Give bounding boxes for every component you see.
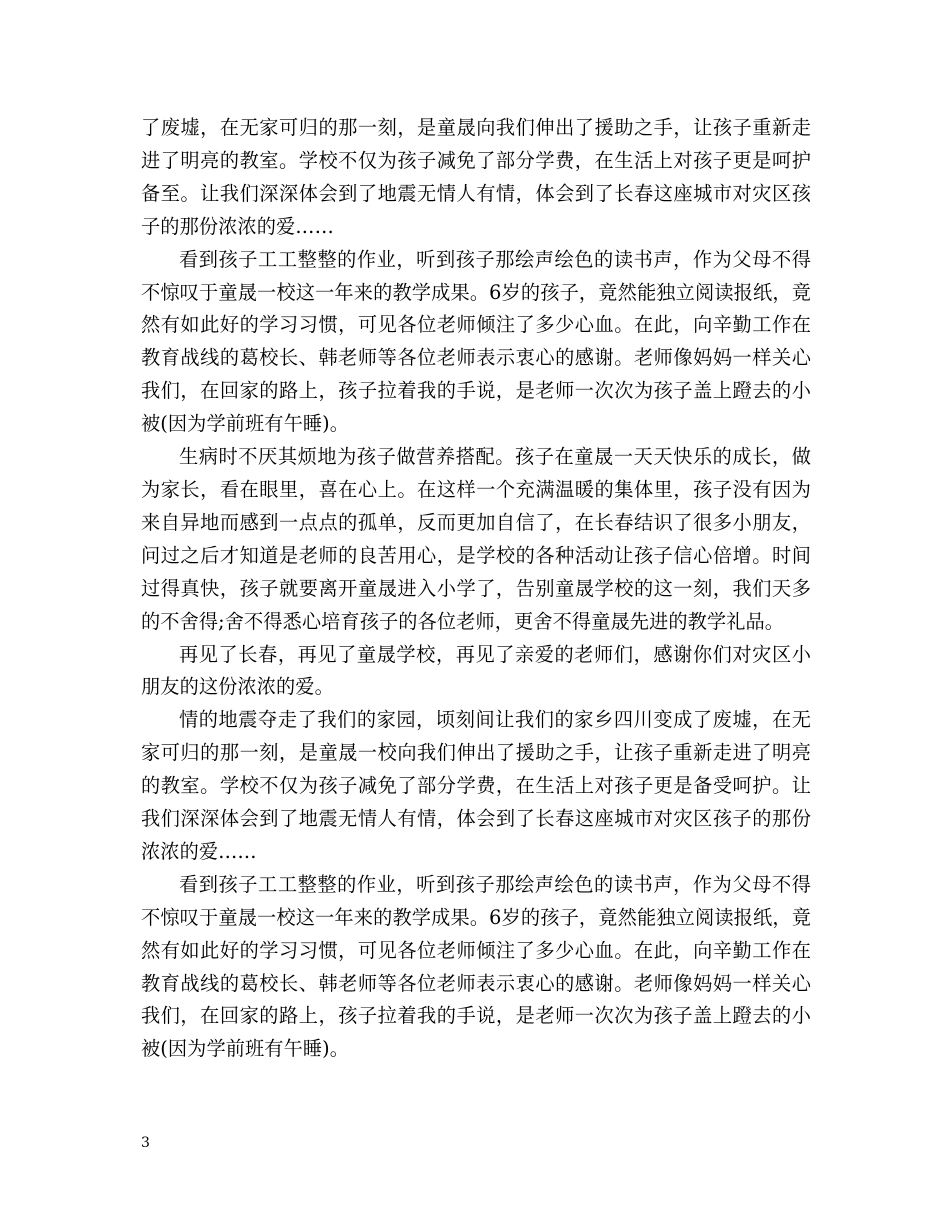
paragraph: 看到孩子工工整整的作业，听到孩子那绘声绘色的读书声，作为父母不得不惊叹于童晟一校这一年来的教学成果。6岁的孩子，竟然能独立阅读报纸，竟然有如此好的学习习惯，可见各位老师倾注了多少心血。在此，向辛勤工作在教育战线的葛校长、韩老师等各位老师表示衷心的感谢。老师像妈妈一样关心我们，在回家的路上，孩子拉着我的手说，是老师一次次为孩子盖上蹬去的小被(因为学前班有午睡)。 <box>141 247 811 436</box>
paragraph: 生病时不厌其烦地为孩子做营养搭配。孩子在童晟一天天快乐的成长，做为家长，看在眼里，喜在心上。在这样一个充满温暖的集体里，孩子没有因为来自异地而感到一点点的孤单，反而更加自信了，在长春结识了很多小朋友，问过之后才知道是老师的良苦用心，是学校的各种活动让孩子信心倍增。时间过得真快，孩子就要离开童晟进入小学了，告别童晟学校的这一刻，我们天多的不舍得;舍不得悉心培育孩子的各位老师，更舍不得童晟先进的教学礼品。 <box>141 445 811 633</box>
document-body <box>141 112 811 1066</box>
paragraph: 看到孩子工工整整的作业，听到孩子那绘声绘色的读书声，作为父母不得不惊叹于童晟一校这一年来的教学成果。6岁的孩子，竟然能独立阅读报纸，竟然有如此好的学习习惯，可见各位老师倾注了多少心血。在此，向辛勤工作在教育战线的葛校长、韩老师等各位老师表示衷心的感谢。老师像妈妈一样关心我们，在回家的路上，孩子拉着我的手说，是老师一次次为孩子盖上蹬去的小被(因为学前班有午睡)。 <box>141 872 811 1061</box>
paragraph-continuation: 了废墟，在无家可归的那一刻，是童晟向我们伸出了援助之手，让孩子重新走进了明亮的教室。学校不仅为孩子减免了部分学费，在生活上对孩子更是呵护备至。让我们深深体会到了地震无情人有情，体会到了长春这座城市对灾区孩子的那份浓浓的爱…… <box>141 116 811 238</box>
paragraph: 再见了长春，再见了童晟学校，再见了亲爱的老师们，感谢你们对灾区小朋友的这份浓浓的爱。 <box>141 642 811 699</box>
paragraph: 情的地震夺走了我们的家园，顷刻间让我们的家乡四川变成了废墟，在无家可归的那一刻，是童晟一校向我们伸出了援助之手，让孩子重新走进了明亮的教室。学校不仅为孩子减免了部分学费，在生活上对孩子更是备受呵护。让我们深深体会到了地震无情人有情，体会到了长春这座城市对灾区孩子的那份浓浓的爱…… <box>141 708 811 863</box>
page-number: 3 <box>141 1135 150 1151</box>
